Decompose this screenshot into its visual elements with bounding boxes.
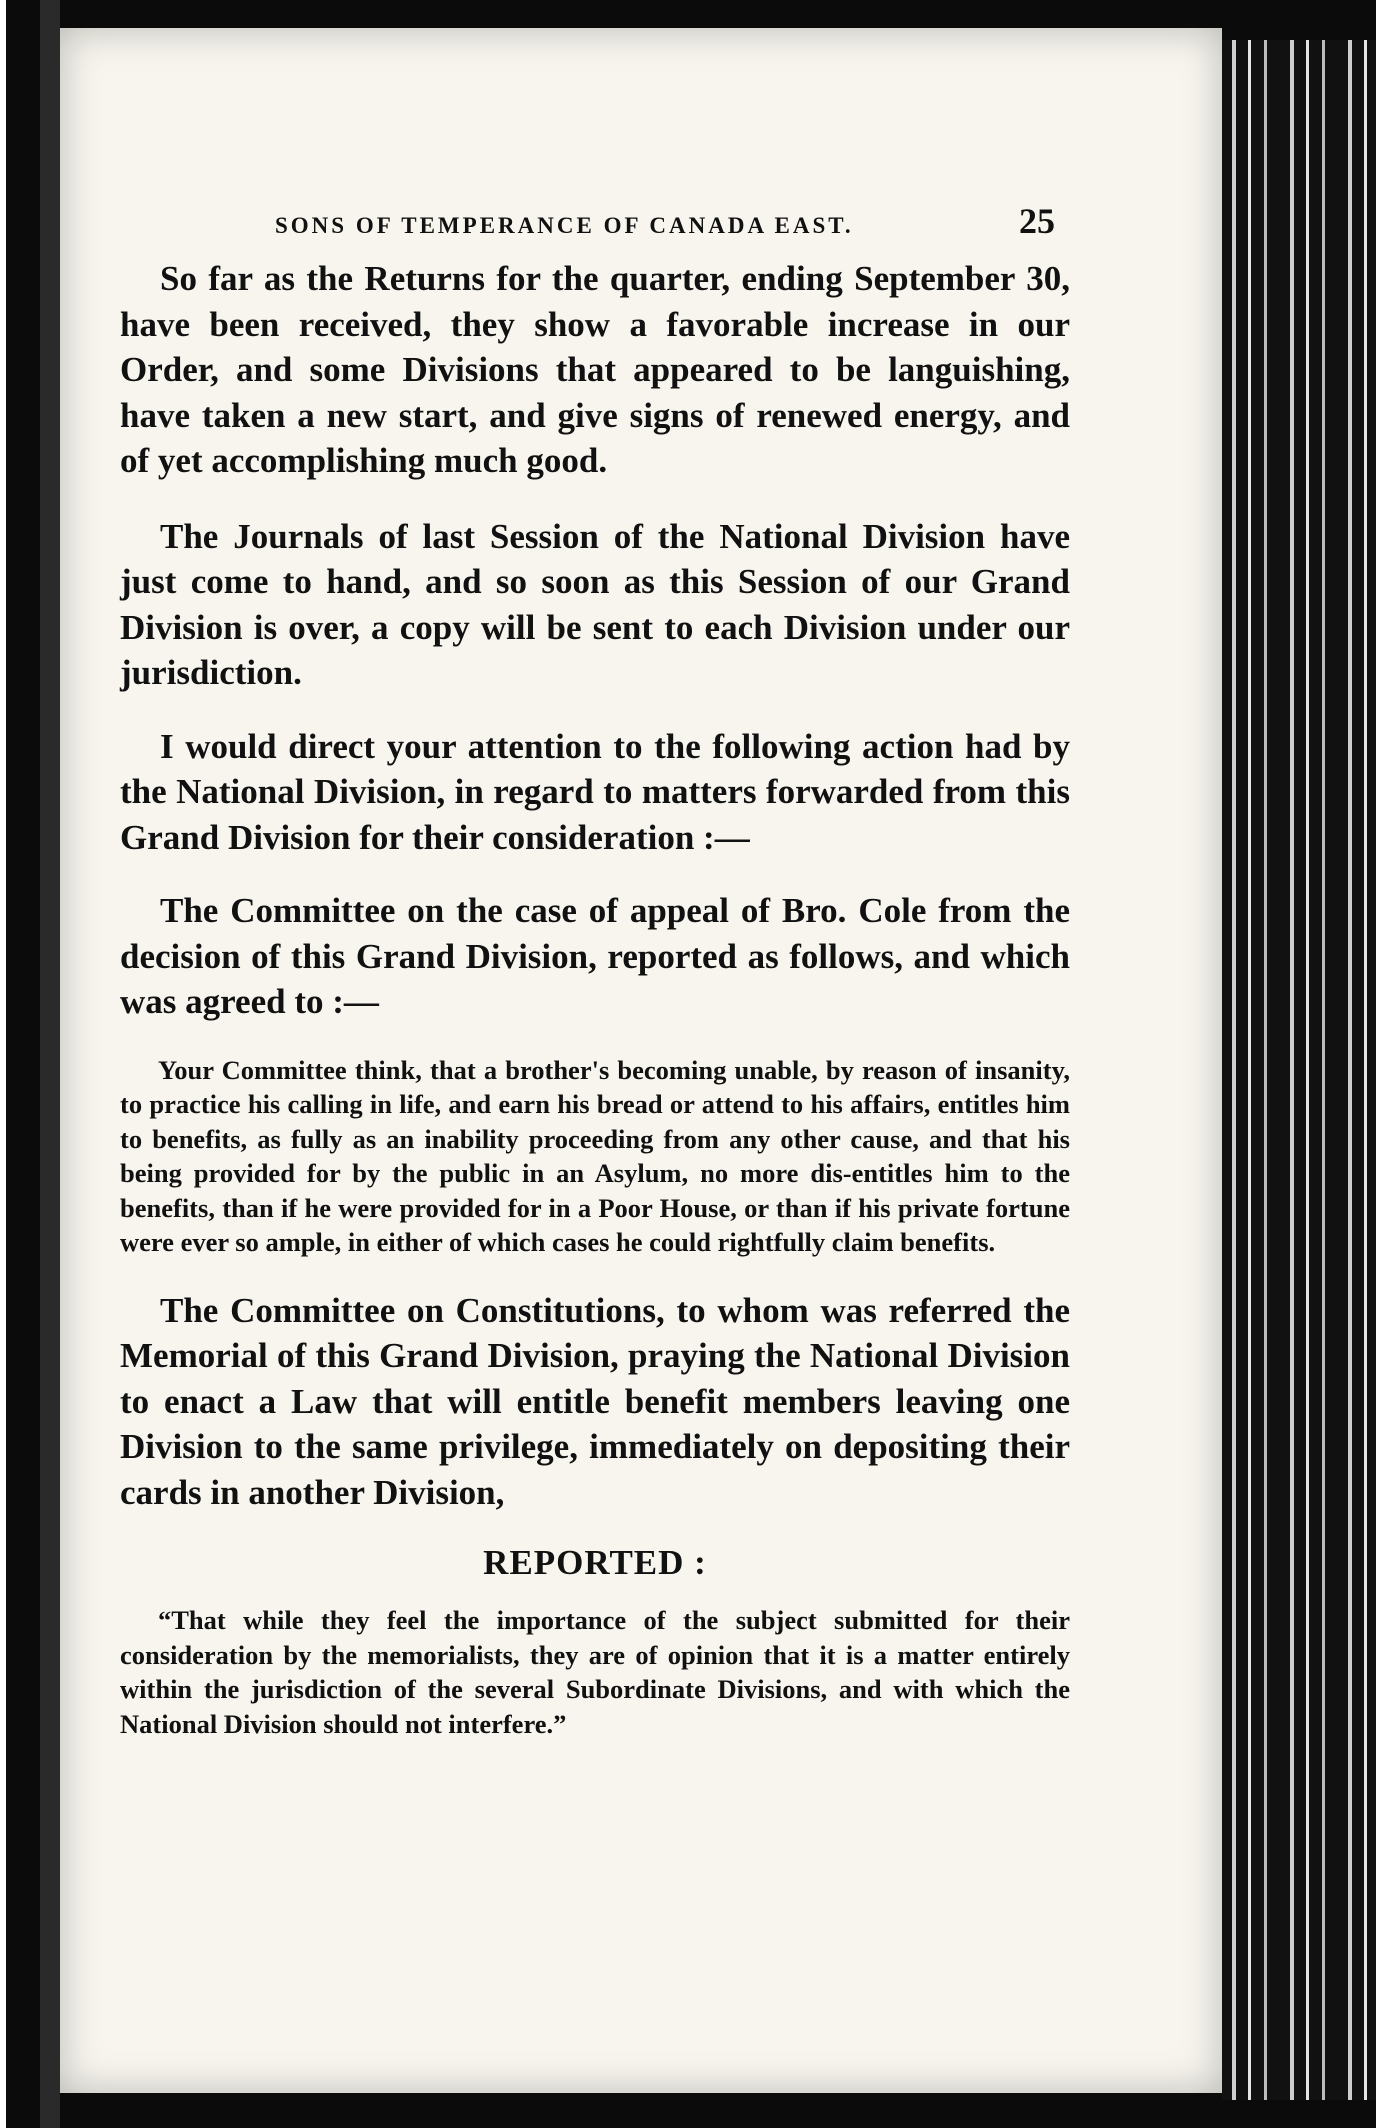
paragraph-returns: So far as the Returns for the quarter, ending September 30, have been received, they show a favorable increase in our Order, and some Divisions that appeared to be languishing, have taken a new start, and give signs of renewed energy, and of yet accomplishing much good. (120, 259, 1070, 480)
page-text (120, 200, 1070, 1769)
paragraph-committee-constitutions: The Committee on Constitutions, to whom was referred the Memorial of this Grand Division, praying the National Division to enact a Law that will entitle benefit members leaving one Division to the same privilege, immediately on depositing their cards in another Division, (120, 1290, 1070, 1512)
right-page-edges (1222, 40, 1376, 2100)
running-head (275, 200, 1055, 242)
paragraph-direct-attention: I would direct your attention to the following action had by the National Division, in regard to matters forwarded from this Grand Division for their consideration :— (120, 726, 1070, 857)
quote-reported: “That while they feel the importance of the subject submitted for their consideration by the memorialists, they are of opinion that it is a matter entirely within the jurisdiction of the several Subordinate Divisions, and with which the National Division should not interfere.” (120, 1605, 1070, 1739)
paragraph-committee-appeal: The Committee on the case of appeal of Bro. Cole from the decision of this Grand Division, reported as follows, and which was agreed to :— (120, 891, 1070, 1021)
reported-heading: REPORTED : (483, 1543, 707, 1582)
running-title: SONS OF TEMPERANCE OF CANADA EAST. (275, 213, 854, 238)
paragraph-journals: The Journals of last Session of the National Division have just come to hand, and so soon as this Session of our Grand Division is over, a copy will be sent to each Division under our jurisdiction. (120, 516, 1070, 692)
left-page-edge (0, 0, 60, 2128)
page-number: 25 (1019, 201, 1055, 241)
quote-committee-report: Your Committee think, that a brother's becoming unable, by reason of insanity, to practice his calling in life, and earn his bread or attend to his affairs, entitles him to benefits, as fully as an inability proceeding from any other cause, and that his being provided for by the public in an Asylum, no more dis-entitles him to the benefits, than if he were provided for in a Poor House, or than if his private fortune were ever so ample, in either of which cases he could rightfully claim benefits. (120, 1054, 1070, 1257)
